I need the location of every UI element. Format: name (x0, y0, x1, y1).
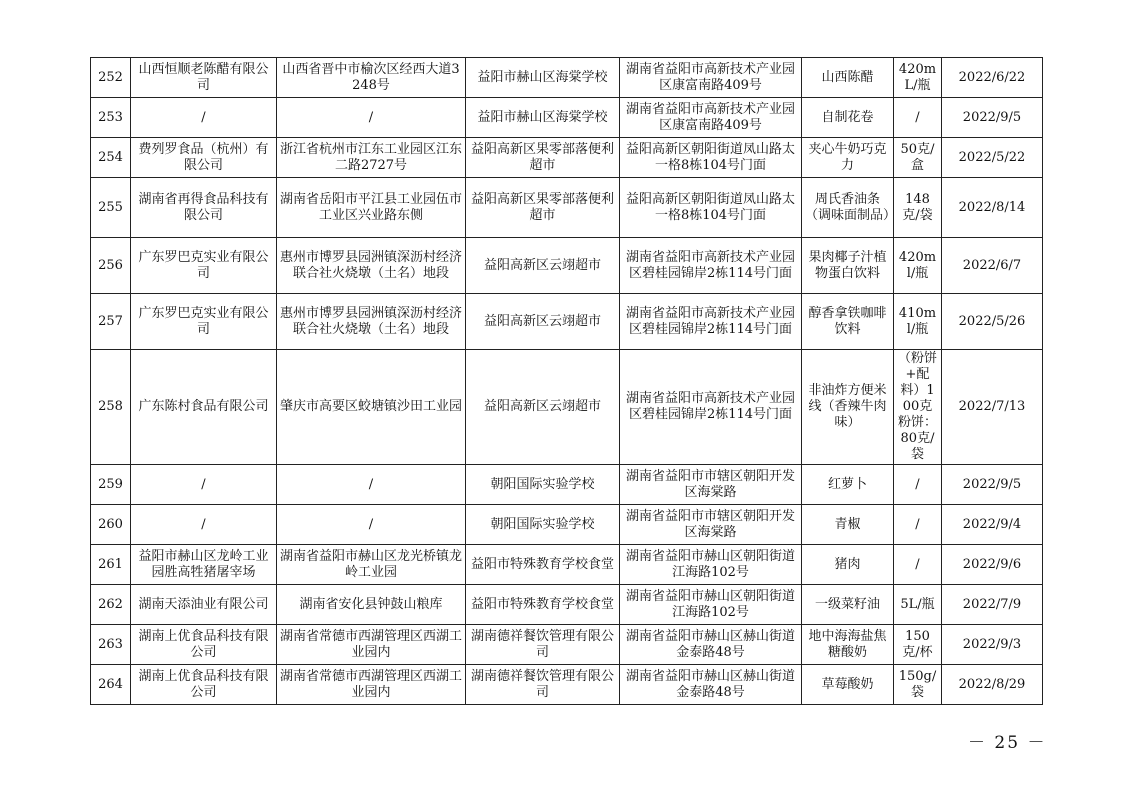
table-row (91, 585, 1043, 625)
specification-cell: / (894, 545, 942, 585)
sampled-unit-cell: 朝阳国际实验学校 (466, 465, 620, 505)
producer-address-cell: 湖南省益阳市赫山区龙光桥镇龙岭工业园 (277, 545, 466, 585)
serial-number-cell: 259 (91, 465, 131, 505)
producer-name-cell: / (131, 505, 277, 545)
specification-cell: 150克/杯 (894, 625, 942, 665)
table-row (91, 665, 1043, 705)
table-row (91, 465, 1043, 505)
sampled-unit-cell: 益阳市特殊教育学校食堂 (466, 545, 620, 585)
producer-name-cell: 益阳市赫山区龙岭工业园胜高牲猪屠宰场 (131, 545, 277, 585)
production-date-cell: 2022/6/22 (942, 58, 1043, 98)
specification-cell: （粉饼+配料）100克粉饼：80克/袋 (894, 350, 942, 465)
table-row (91, 138, 1043, 178)
serial-number-cell: 260 (91, 505, 131, 545)
producer-name-cell: 广东陈村食品有限公司 (131, 350, 277, 465)
table-row (91, 58, 1043, 98)
serial-number-cell: 261 (91, 545, 131, 585)
table-row (91, 98, 1043, 138)
sampled-unit-cell: 益阳高新区云翊超市 (466, 238, 620, 294)
sampled-unit-address-cell: 湖南省益阳市高新技术产业园区康富南路409号 (620, 58, 802, 98)
sampled-unit-cell: 益阳高新区云翊超市 (466, 350, 620, 465)
sampled-unit-cell: 益阳高新区果零部落便利超市 (466, 138, 620, 178)
producer-address-cell: 惠州市博罗县园洲镇深沥村经济联合社火烧墩（土名）地段 (277, 238, 466, 294)
sampled-unit-cell: 湖南德祥餐饮管理有限公司 (466, 625, 620, 665)
producer-name-cell: / (131, 465, 277, 505)
serial-number-cell: 262 (91, 585, 131, 625)
producer-address-cell: 湖南省常德市西湖管理区西湖工业园内 (277, 665, 466, 705)
producer-address-cell: 湖南省岳阳市平江县工业园伍市工业区兴业路东侧 (277, 178, 466, 238)
specification-cell: 420mL/瓶 (894, 58, 942, 98)
product-name-cell: 猪肉 (802, 545, 894, 585)
production-date-cell: 2022/8/14 (942, 178, 1043, 238)
serial-number-cell: 263 (91, 625, 131, 665)
producer-address-cell: / (277, 465, 466, 505)
sampled-unit-cell: 湖南德祥餐饮管理有限公司 (466, 665, 620, 705)
production-date-cell: 2022/9/5 (942, 465, 1043, 505)
production-date-cell: 2022/9/5 (942, 98, 1043, 138)
producer-address-cell: 山西省晋中市榆次区经西大道3248号 (277, 58, 466, 98)
sampled-unit-address-cell: 湖南省益阳市赫山区赫山街道金泰路48号 (620, 625, 802, 665)
product-name-cell: 地中海海盐焦糖酸奶 (802, 625, 894, 665)
producer-name-cell: / (131, 98, 277, 138)
production-date-cell: 2022/5/22 (942, 138, 1043, 178)
production-date-cell: 2022/7/9 (942, 585, 1043, 625)
sampled-unit-address-cell: 益阳高新区朝阳街道凤山路太一格8栋104号门面 (620, 138, 802, 178)
product-name-cell: 周氏香油条（调味面制品） (802, 178, 894, 238)
sampled-unit-cell: 益阳市赫山区海棠学校 (466, 98, 620, 138)
sampled-unit-cell: 益阳市赫山区海棠学校 (466, 58, 620, 98)
serial-number-cell: 257 (91, 294, 131, 350)
table-row (91, 350, 1043, 465)
production-date-cell: 2022/9/3 (942, 625, 1043, 665)
production-date-cell: 2022/6/7 (942, 238, 1043, 294)
production-date-cell: 2022/8/29 (942, 665, 1043, 705)
product-name-cell: 红萝卜 (802, 465, 894, 505)
serial-number-cell: 254 (91, 138, 131, 178)
producer-address-cell: / (277, 98, 466, 138)
sampled-unit-address-cell: 湖南省益阳市市辖区朝阳开发区海棠路 (620, 465, 802, 505)
serial-number-cell: 255 (91, 178, 131, 238)
producer-address-cell: 浙江省杭州市江东工业园区江东二路2727号 (277, 138, 466, 178)
table-row (91, 178, 1043, 238)
product-name-cell: 醇香拿铁咖啡饮料 (802, 294, 894, 350)
table-row (91, 505, 1043, 545)
serial-number-cell: 258 (91, 350, 131, 465)
sampled-unit-cell: 益阳高新区果零部落便利超市 (466, 178, 620, 238)
producer-address-cell: 湖南省安化县钟鼓山粮库 (277, 585, 466, 625)
table-row (91, 294, 1043, 350)
production-date-cell: 2022/9/4 (942, 505, 1043, 545)
sampled-unit-address-cell: 湖南省益阳市赫山区朝阳街道江海路102号 (620, 585, 802, 625)
sampled-unit-address-cell: 湖南省益阳市赫山区赫山街道金泰路48号 (620, 665, 802, 705)
sampled-unit-cell: 朝阳国际实验学校 (466, 505, 620, 545)
producer-name-cell: 费列罗食品（杭州）有限公司 (131, 138, 277, 178)
serial-number-cell: 252 (91, 58, 131, 98)
sampling-table-sheet (90, 57, 1042, 705)
production-date-cell: 2022/7/13 (942, 350, 1043, 465)
production-date-cell: 2022/5/26 (942, 294, 1043, 350)
page-number: － 25 － (968, 733, 1047, 753)
production-date-cell: 2022/9/6 (942, 545, 1043, 585)
specification-cell: / (894, 98, 942, 138)
specification-cell: / (894, 465, 942, 505)
sampled-unit-address-cell: 湖南省益阳市高新技术产业园区碧桂园锦岸2栋114号门面 (620, 350, 802, 465)
specification-cell: 420ml/瓶 (894, 238, 942, 294)
sampled-unit-address-cell: 湖南省益阳市高新技术产业园区碧桂园锦岸2栋114号门面 (620, 294, 802, 350)
table-row (91, 625, 1043, 665)
sampling-results-table (90, 57, 1043, 705)
serial-number-cell: 256 (91, 238, 131, 294)
product-name-cell: 夹心牛奶巧克力 (802, 138, 894, 178)
table-row (91, 545, 1043, 585)
producer-address-cell: 惠州市博罗县园洲镇深沥村经济联合社火烧墩（土名）地段 (277, 294, 466, 350)
producer-name-cell: 广东罗巴克实业有限公司 (131, 294, 277, 350)
specification-cell: 5L/瓶 (894, 585, 942, 625)
sampled-unit-address-cell: 湖南省益阳市赫山区朝阳街道江海路102号 (620, 545, 802, 585)
producer-name-cell: 湖南上优食品科技有限公司 (131, 665, 277, 705)
sampled-unit-address-cell: 湖南省益阳市高新技术产业园区康富南路409号 (620, 98, 802, 138)
producer-name-cell: 湖南上优食品科技有限公司 (131, 625, 277, 665)
product-name-cell: 山西陈醋 (802, 58, 894, 98)
product-name-cell: 青椒 (802, 505, 894, 545)
serial-number-cell: 264 (91, 665, 131, 705)
table-body (91, 58, 1043, 705)
producer-address-cell: 湖南省常德市西湖管理区西湖工业园内 (277, 625, 466, 665)
specification-cell: 150g/袋 (894, 665, 942, 705)
specification-cell: 410ml/瓶 (894, 294, 942, 350)
product-name-cell: 非油炸方便米线（香辣牛肉味） (802, 350, 894, 465)
producer-address-cell: / (277, 505, 466, 545)
sampled-unit-address-cell: 湖南省益阳市市辖区朝阳开发区海棠路 (620, 505, 802, 545)
sampled-unit-address-cell: 益阳高新区朝阳街道凤山路太一格8栋104号门面 (620, 178, 802, 238)
product-name-cell: 自制花卷 (802, 98, 894, 138)
producer-address-cell: 肇庆市高要区蛟塘镇沙田工业园 (277, 350, 466, 465)
sampled-unit-address-cell: 湖南省益阳市高新技术产业园区碧桂园锦岸2栋114号门面 (620, 238, 802, 294)
product-name-cell: 一级菜籽油 (802, 585, 894, 625)
product-name-cell: 果肉椰子汁植物蛋白饮料 (802, 238, 894, 294)
producer-name-cell: 山西恒顺老陈醋有限公司 (131, 58, 277, 98)
specification-cell: 50克/盒 (894, 138, 942, 178)
sampled-unit-cell: 益阳高新区云翊超市 (466, 294, 620, 350)
product-name-cell: 草莓酸奶 (802, 665, 894, 705)
sampled-unit-cell: 益阳市特殊教育学校食堂 (466, 585, 620, 625)
specification-cell: / (894, 505, 942, 545)
producer-name-cell: 湖南天添油业有限公司 (131, 585, 277, 625)
table-row (91, 238, 1043, 294)
producer-name-cell: 广东罗巴克实业有限公司 (131, 238, 277, 294)
producer-name-cell: 湖南省再得食品科技有限公司 (131, 178, 277, 238)
serial-number-cell: 253 (91, 98, 131, 138)
specification-cell: 148克/袋 (894, 178, 942, 238)
